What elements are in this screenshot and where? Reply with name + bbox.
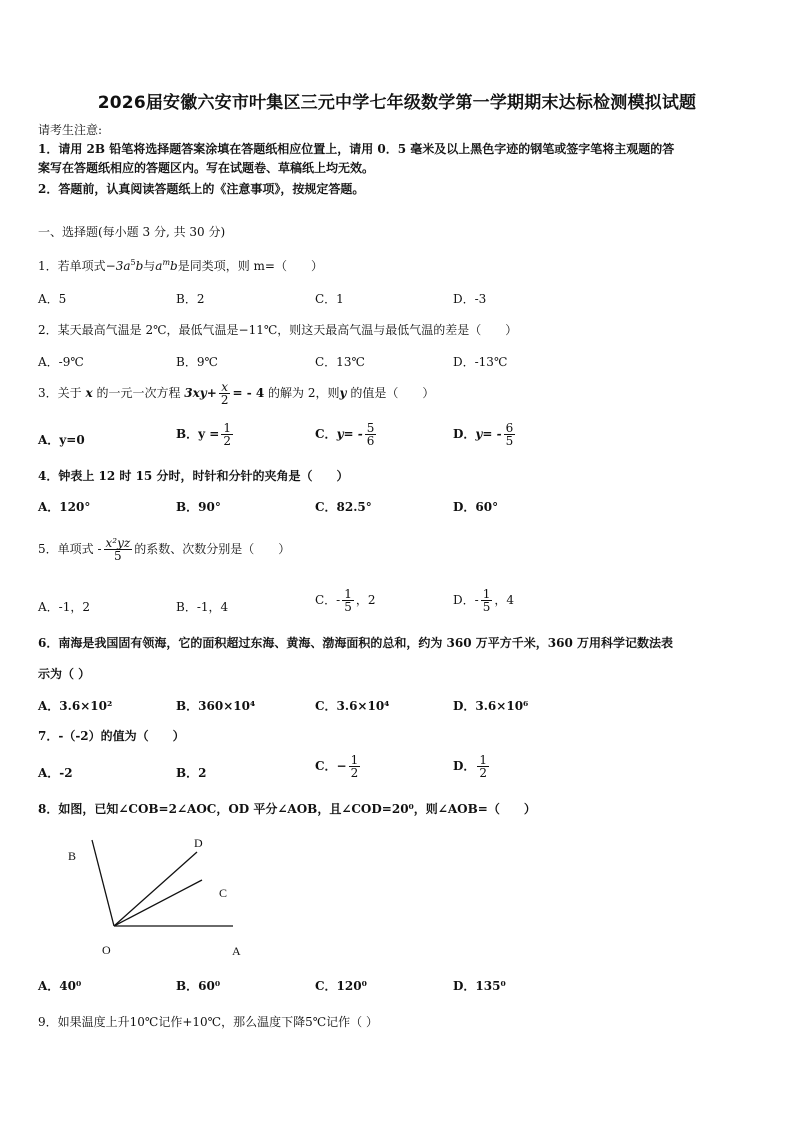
q7-c-fraction — [349, 754, 361, 779]
ray-ob — [92, 840, 114, 926]
q3-eq2: = - 4 — [232, 386, 265, 400]
question-1 — [38, 254, 760, 275]
q3-prefix: 3．关于 — [38, 386, 82, 400]
question-5 — [38, 537, 760, 562]
q5-d-den: 5 — [482, 600, 491, 614]
question-6-line-1: 6．南海是我国固有领海，它的面积超过东海、黄海、渤海面积的总和，约为 360 万平方千米，360 万用科学记数法表 — [38, 636, 673, 650]
q7-c-num: 1 — [350, 753, 359, 767]
q5-prefix: 5．单项式 - — [38, 542, 102, 556]
notice-item-1a: 1．请用 2B 铅笔将选择题答案涂填在答题纸相应位置上，请用 0．5 毫米及以上黑色字迹的钢笔或签字笔将主观题的答 — [38, 142, 675, 156]
q8-option-b[interactable]: B．60⁰ — [176, 979, 221, 993]
label-b: B — [68, 849, 77, 863]
q8-option-a[interactable]: A．40⁰ — [38, 979, 82, 993]
q3-option-a[interactable]: A．y=0 — [38, 433, 85, 447]
q3-c-num: 5 — [366, 421, 375, 435]
q6-option-d[interactable]: D．3.6×10⁶ — [453, 699, 529, 713]
q7-option-a[interactable]: A．-2 — [38, 766, 73, 780]
q1-exp1: 5 — [130, 258, 136, 267]
q3-b-prefix: B． — [176, 427, 199, 441]
q1-option-d[interactable]: D．-3 — [453, 292, 487, 306]
page-title: 2026届安徽六安市叶集区三元中学七年级数学第一学期期末达标检测模拟试题 — [97, 93, 697, 113]
q3-d-prefix: D． — [453, 427, 476, 441]
q1-exp2: m — [162, 258, 171, 267]
question-3 — [38, 381, 760, 406]
q3-option-d[interactable] — [453, 422, 517, 447]
q5-frac-num: x²yz — [105, 536, 131, 550]
q5-d-num: 1 — [482, 587, 491, 601]
notice-item-2: 2．答题前，认真阅读答题纸上的《注意事项》，按规定答题。 — [38, 182, 365, 196]
question-9: 9．如果温度上升10℃记作+10℃，那么温度下降5℃记作（ ） — [38, 1015, 378, 1029]
q1-mono2: a — [155, 259, 163, 273]
q4-option-b[interactable]: B．90° — [176, 500, 221, 514]
q7-c-prefix: C．− — [315, 759, 347, 773]
q3-fraction — [219, 381, 231, 406]
q3-mid2: 的解为 2，则 — [268, 386, 340, 400]
q3-frac-num: x — [219, 381, 231, 394]
q3-d-fraction — [504, 422, 516, 447]
q5-frac-den: 5 — [114, 549, 122, 563]
q8-option-d[interactable]: D．135⁰ — [453, 979, 506, 993]
q6-option-c[interactable]: C．3.6×10⁴ — [315, 699, 390, 713]
q3-b-num: 1 — [223, 421, 232, 435]
q3-post: 的值是（ ） — [350, 386, 435, 400]
q3-c-fraction — [365, 422, 377, 447]
q3-option-b[interactable] — [176, 422, 235, 447]
q7-d-fraction — [477, 754, 489, 779]
q3-x: x — [85, 386, 93, 400]
q1-b2: b — [170, 259, 178, 273]
q2-option-a[interactable]: A．-9℃ — [38, 355, 84, 369]
q8-option-c[interactable]: C．120⁰ — [315, 979, 367, 993]
q2-option-c[interactable]: C．13℃ — [315, 355, 365, 369]
q5-c-post: ，2 — [355, 593, 376, 607]
notice-heading: 请考生注意: — [38, 123, 103, 137]
q3-option-c[interactable] — [315, 422, 378, 447]
q3-mid1: 的一元一次方程 — [96, 386, 181, 400]
q5-post: 的系数、次数分别是（ ） — [134, 542, 291, 556]
q3-d-den: 5 — [505, 434, 514, 448]
q1-option-a[interactable]: A．5 — [38, 292, 67, 306]
q4-option-d[interactable]: D．60° — [453, 500, 499, 514]
q3-d-y: y= - — [475, 427, 502, 441]
q6-option-b[interactable]: B．360×10⁴ — [176, 699, 256, 713]
question-4: 4．钟表上 12 时 15 分时，时针和分针的夹角是（ ） — [38, 469, 349, 483]
q3-c-y: y= - — [336, 427, 363, 441]
q3-y: y — [339, 386, 347, 400]
question-6-line-2: 示为（ ） — [38, 667, 91, 681]
q5-c-den: 5 — [344, 600, 352, 614]
q3-c-prefix: C． — [315, 427, 337, 441]
q2-option-b[interactable]: B．9℃ — [176, 355, 218, 369]
question-7: 7．-（-2）的值为（ ） — [38, 729, 185, 743]
q5-fraction — [104, 537, 133, 562]
q3-eq1: 3xy+ — [184, 386, 217, 400]
q5-option-a[interactable]: A．-1，2 — [38, 600, 90, 614]
q7-option-c[interactable] — [315, 754, 362, 779]
q1-mono1: −3a — [105, 259, 131, 273]
q1-prefix: 1．若单项式 — [38, 259, 106, 273]
question-8: 8．如图，已知∠COB=2∠AOC，OD 平分∠AOB，且∠COD=20⁰，则∠AOB=（ ） — [38, 802, 536, 816]
q1-option-b[interactable]: B．2 — [176, 292, 205, 306]
q2-option-d[interactable]: D．-13℃ — [453, 355, 508, 369]
q5-option-d[interactable] — [453, 588, 514, 613]
q5-option-c[interactable] — [315, 588, 376, 613]
q1-mid: 与 — [143, 259, 156, 273]
q5-c-num: 1 — [344, 587, 352, 601]
question-2: 2．某天最高气温是 2℃，最低气温是−11℃，则这天最高气温与最低气温的差是（ ） — [38, 323, 518, 337]
q7-d-den: 2 — [479, 766, 488, 780]
q3-b-fraction — [221, 422, 233, 447]
q1-post: 是同类项，则 m=（ ） — [177, 259, 323, 273]
q4-option-a[interactable]: A．120° — [38, 500, 91, 514]
q5-c-prefix: C．- — [315, 593, 341, 607]
label-a: A — [232, 944, 241, 958]
q5-d-fraction — [481, 588, 493, 613]
q5-d-prefix: D．- — [453, 593, 479, 607]
label-d: D — [194, 836, 203, 850]
q1-b1: b — [135, 259, 144, 273]
q5-c-fraction — [342, 588, 354, 613]
q3-c-den: 6 — [366, 434, 375, 448]
q3-b-den: 2 — [223, 434, 232, 448]
q3-d-num: 6 — [505, 421, 514, 435]
q7-d-num: 1 — [479, 753, 488, 767]
label-o: O — [102, 943, 111, 957]
q7-option-b[interactable]: B．2 — [176, 766, 207, 780]
q7-d-prefix: D． — [453, 759, 476, 773]
q7-option-d[interactable] — [453, 754, 491, 779]
q5-option-b[interactable]: B．-1，4 — [176, 600, 229, 614]
section-heading: 一、选择题(每小题 3 分, 共 30 分) — [38, 225, 226, 239]
q4-option-c[interactable]: C．82.5° — [315, 500, 372, 514]
q3-b-y: y = — [198, 427, 220, 441]
q7-c-den: 2 — [350, 766, 359, 780]
q6-option-a[interactable]: A．3.6×10² — [38, 699, 113, 713]
q3-frac-den: 2 — [220, 393, 229, 407]
notice-item-1b: 案写在答题纸相应的答题区内。写在试题卷、草稿纸上均无效。 — [38, 161, 375, 175]
q5-d-post: ，4 — [494, 593, 514, 607]
label-c: C — [219, 886, 228, 900]
q1-option-c[interactable]: C．1 — [315, 292, 344, 306]
